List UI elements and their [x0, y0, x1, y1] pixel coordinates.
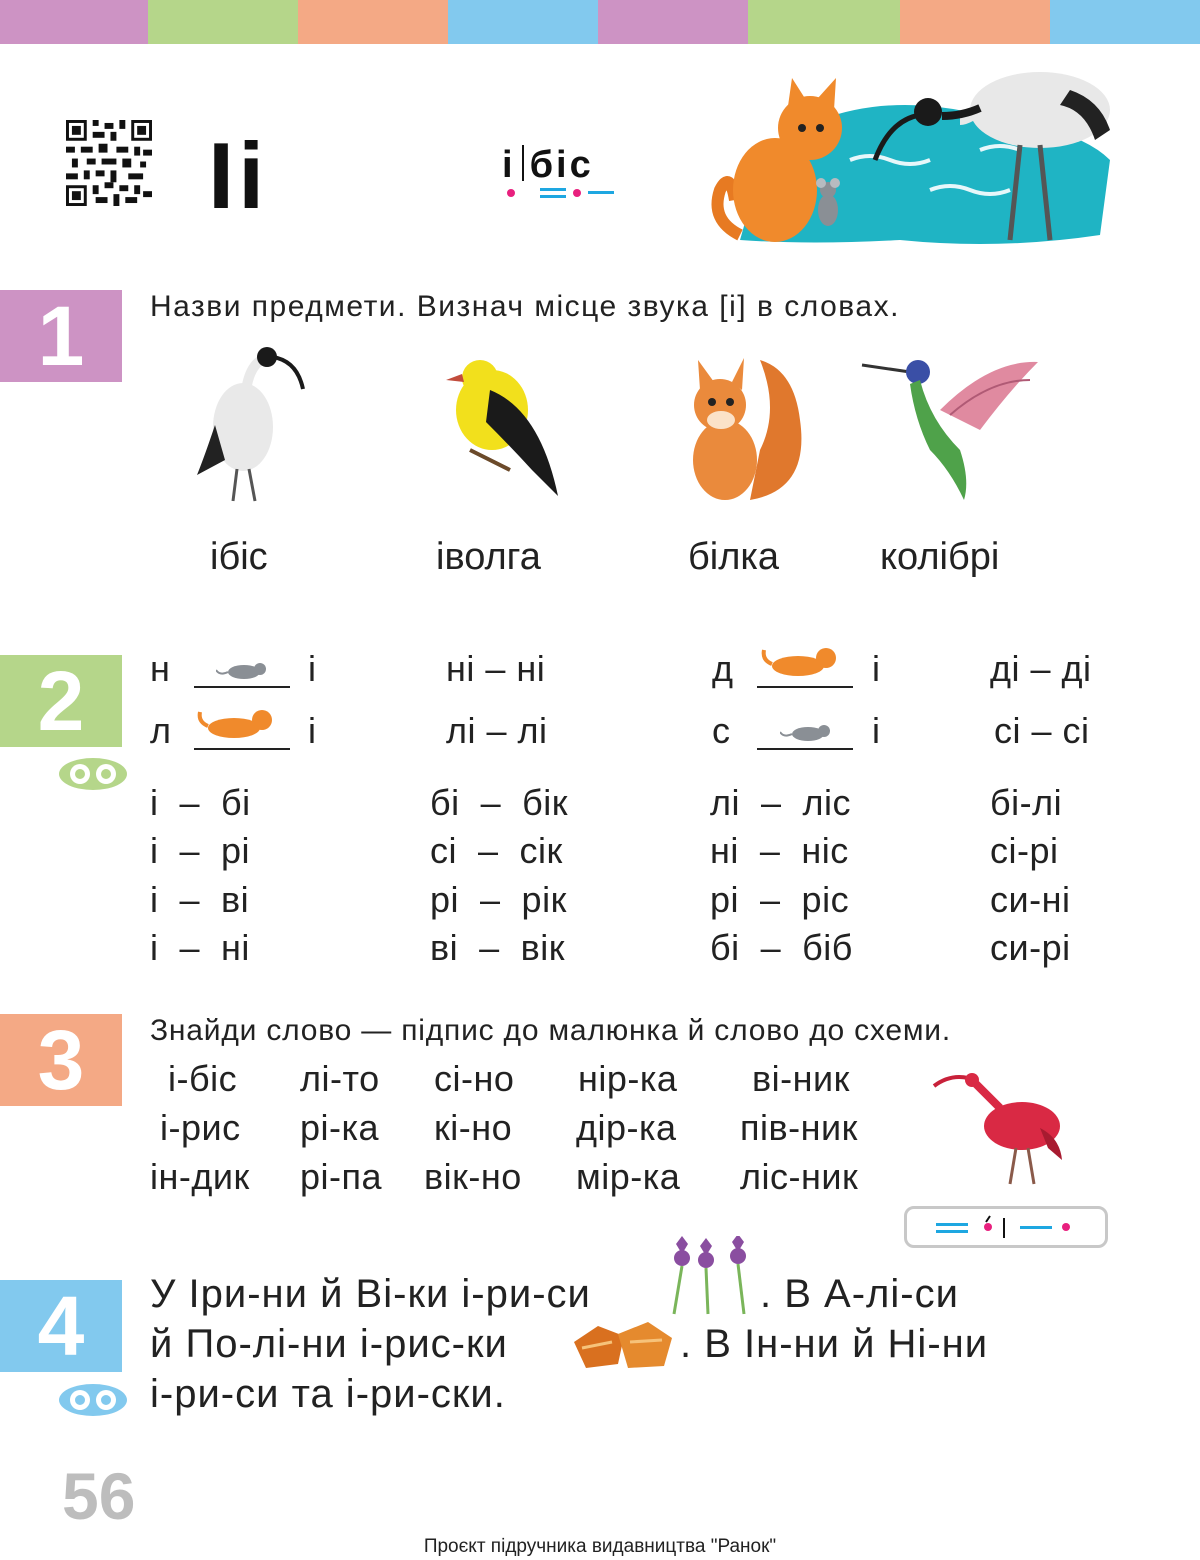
page-number: 56	[62, 1459, 136, 1533]
task4-line2-end: . В Ін-ни й Ні-ни	[680, 1322, 989, 1366]
cat-mouse-ibis-illustration	[700, 50, 1120, 250]
word-bilka: білка	[688, 536, 779, 578]
task3-row2-word1: і-рис	[160, 1107, 241, 1148]
task3-row2-word4: дір-ка	[576, 1107, 677, 1148]
lesson-letter: Іі	[208, 123, 269, 228]
word-ivolga: іволга	[436, 536, 541, 578]
syllable-col-3-row-2: ні – ніс	[710, 830, 849, 871]
syllable-col-4-row-4: си-рі	[990, 927, 1071, 968]
top-stripe-1	[0, 0, 148, 44]
syllable-col-2-row-4: ві – вік	[430, 927, 566, 968]
hummingbird-picture	[860, 350, 1045, 505]
slide-row-2-line	[194, 748, 290, 750]
task3-row3-word1: ін-дик	[150, 1156, 250, 1197]
cat-icon	[760, 644, 840, 680]
task-4-number-tab: 4	[0, 1280, 122, 1372]
top-stripe-8	[1050, 0, 1200, 44]
top-stripe-6	[748, 0, 900, 44]
task-1-instruction: Назви предмети. Визнач місце звука [і] в словах.	[150, 290, 900, 323]
syllable-col-3-row-4: бі – біб	[710, 927, 853, 968]
top-stripe-7	[900, 0, 1050, 44]
task-3-number-tab: 3	[0, 1014, 122, 1106]
owl-eyes-icon	[58, 1382, 128, 1418]
qr-code-icon[interactable]	[66, 120, 152, 206]
slide-row-3-line	[757, 686, 853, 688]
cat-icon	[196, 706, 276, 742]
syllable-col-4-row-3: си-ні	[990, 879, 1071, 920]
word-scheme-marks	[930, 1214, 1080, 1240]
task4-line1-start: У Іри-ни й Ві-ки і-ри-си	[150, 1272, 591, 1316]
red-ibis-picture	[930, 1068, 1070, 1188]
task3-row2-word3: кі-но	[434, 1107, 513, 1148]
word-ibis: ібіс	[210, 536, 268, 578]
slide-row-3-start: д	[712, 648, 734, 689]
task3-row1-word4: нір-ка	[578, 1058, 678, 1099]
syllable-col-3-row-1: лі – ліс	[710, 782, 852, 823]
syllable-col-4-row-1: бі-лі	[990, 782, 1063, 823]
task-3-instruction: Знайди слово — підпис до малюнка й слово до схеми.	[150, 1014, 952, 1047]
top-stripe-4	[448, 0, 598, 44]
word-kolibri: колібрі	[880, 536, 1000, 578]
ibis-picture	[185, 345, 310, 505]
syllable-col-1-row-3: і – ві	[150, 879, 250, 920]
slide-row-2-start: л	[150, 710, 172, 751]
slide-row-1-start: н	[150, 648, 171, 689]
publisher-footer: Проєкт підручника видавництва "Ранок"	[423, 1536, 777, 1557]
owl-eyes-icon	[58, 756, 128, 792]
slide-row-2-end: і	[308, 710, 317, 751]
scheme-rest: біс	[529, 144, 594, 186]
slide-row-4-end: і	[872, 710, 881, 751]
slide-row-3-end: і	[872, 648, 881, 689]
syllable-col-4-row-2: сі-рі	[990, 830, 1059, 871]
task3-row2-word5: пів-ник	[740, 1107, 858, 1148]
syllable-col-2-row-1: бі – бік	[430, 782, 569, 823]
top-stripe-3	[298, 0, 448, 44]
task3-row2-word2: рі-ка	[300, 1107, 380, 1148]
slide-row-4-line	[757, 748, 853, 750]
task3-row3-word2: рі-па	[300, 1156, 383, 1197]
task3-row3-word3: вік-но	[424, 1156, 522, 1197]
sound-scheme-marks	[500, 186, 620, 202]
task3-row3-word4: мір-ка	[576, 1156, 681, 1197]
top-stripe-5	[598, 0, 748, 44]
iris-flowers-icon	[662, 1236, 758, 1316]
task3-row1-word1: і-біс	[168, 1058, 238, 1099]
top-stripe-2	[148, 0, 298, 44]
slide-row-1-end: і	[308, 648, 317, 689]
task4-line1-end: . В А-лі-си	[760, 1272, 959, 1316]
task3-row1-word3: сі-но	[434, 1058, 515, 1099]
slide-row-3-result: ді – ді	[990, 648, 1092, 689]
toffee-candies-icon	[568, 1312, 678, 1376]
syllable-col-1-row-1: і – бі	[150, 782, 251, 823]
task4-line2-start: й По-лі-ни і-рис-ки	[150, 1322, 508, 1366]
oriole-picture	[440, 350, 565, 500]
slide-row-2-result: лі – лі	[446, 710, 548, 751]
slide-row-4-result: сі – сі	[994, 710, 1090, 751]
mouse-icon	[216, 660, 270, 682]
squirrel-picture	[680, 350, 810, 505]
task3-row3-word5: ліс-ник	[740, 1156, 859, 1197]
mouse-icon	[780, 722, 834, 744]
slide-row-4-start: с	[712, 710, 731, 751]
scheme-letter-i: і	[502, 144, 516, 186]
syllable-col-3-row-3: рі – ріс	[710, 879, 850, 920]
syllable-col-2-row-3: рі – рік	[430, 879, 567, 920]
scheme-word	[502, 144, 594, 187]
syllable-col-1-row-2: і – рі	[150, 830, 251, 871]
task3-row1-word2: лі-то	[300, 1058, 380, 1099]
task3-row1-word5: ві-ник	[752, 1058, 850, 1099]
slide-row-1-line	[194, 686, 290, 688]
task-1-number-tab: 1	[0, 290, 122, 382]
syllable-col-1-row-4: і – ні	[150, 927, 250, 968]
task4-line3: і-ри-си та і-ри-ски.	[150, 1372, 506, 1416]
task-2-number-tab: 2	[0, 655, 122, 747]
syllable-col-2-row-2: сі – сік	[430, 830, 563, 871]
slide-row-1-result: ні – ні	[446, 648, 546, 689]
